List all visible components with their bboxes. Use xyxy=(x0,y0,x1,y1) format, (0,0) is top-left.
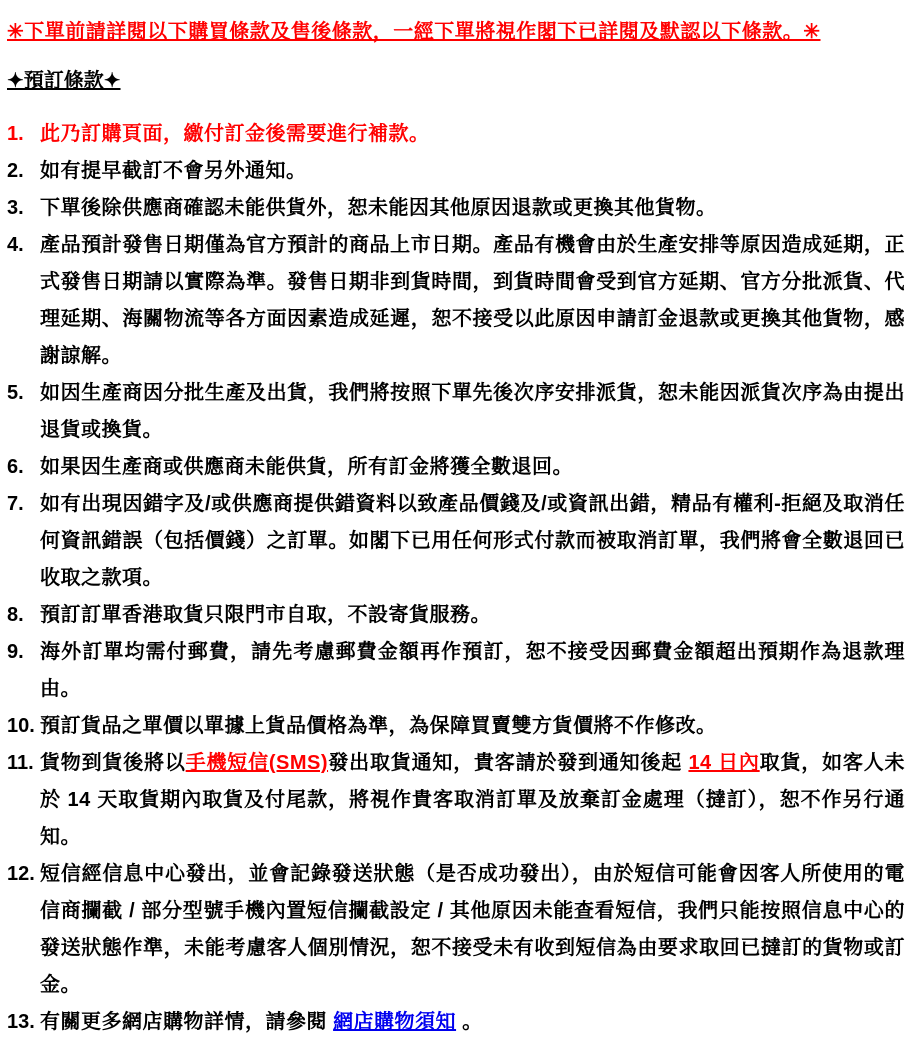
term-text-segment: 貨物到貨後將以 xyxy=(40,752,186,774)
term-number: 8. xyxy=(7,604,24,626)
term-number: 12. xyxy=(7,863,35,885)
term-item-1 xyxy=(7,116,905,153)
term-text-segment: 取貨，如客人未於 14 天取貨期內取貨及付尾款，將視作貴客取消訂單及放棄訂金處理（撻訂），恕不作另行通知。 xyxy=(40,752,906,848)
term-item-3 xyxy=(7,190,905,227)
shop-guide-link[interactable]: 網店購物須知 xyxy=(333,1011,457,1033)
term-text: 此乃訂購頁面，繳付訂金後需要進行補款。 xyxy=(40,123,430,145)
term-text: 產品預計發售日期僅為官方預計的商品上市日期。產品有機會由於生產安排等原因造成延期，正式發售日期請以實際為準。發售日期非到貨時間，到貨時間會受到官方延期、官方分批派貨、代理延期、海關物流等各方面因素造成延遲，恕不接受以此原因申請訂金退款或更換其他貨物，感謝諒解。 xyxy=(40,234,905,367)
sms-notice-highlight: 手機短信(SMS) xyxy=(185,752,329,774)
term-text: 如有出現因錯字及/或供應商提供錯資料以致產品價錢及/或資訊出錯，精品有權利-拒絕及取消任何資訊錯誤（包括價錢）之訂單。如閣下已用任何形式付款而被取消訂單，我們將會全數退回已收取之款項。 xyxy=(40,493,905,589)
term-number: 7. xyxy=(7,493,24,515)
term-item-9 xyxy=(7,634,905,708)
term-number: 10. xyxy=(7,715,35,737)
term-text: 短信經信息中心發出，並會記錄發送狀態（是否成功發出），由於短信可能會因客人所使用的電信商攔截 / 部分型號手機內置短信攔截設定 / 其他原因未能查看短信，我們只能按照信息中心的發送狀態作準，未能考慮客人個別情況，恕不接受未有收到短信為由要求取回已撻訂的貨物或訂金。 xyxy=(40,863,905,996)
term-item-2 xyxy=(7,153,905,190)
term-text: 預訂貨品之單價以單據上貨品價格為準，為保障買賣雙方貨價將不作修改。 xyxy=(40,715,717,737)
term-number: 2. xyxy=(7,160,24,182)
term-item-7 xyxy=(7,486,905,597)
term-item-4 xyxy=(7,227,905,375)
term-text xyxy=(40,745,905,856)
term-item-12 xyxy=(7,856,905,1004)
term-text: 如果因生產商或供應商未能供貨，所有訂金將獲全數退回。 xyxy=(40,456,573,478)
term-item-10 xyxy=(7,708,905,745)
term-item-6 xyxy=(7,449,905,486)
term-number: 1. xyxy=(7,123,24,145)
term-text-segment: 有關更多網店購物詳情，請參閱 xyxy=(40,1011,334,1033)
term-text: 預訂訂單香港取貨只限門市自取，不設寄貨服務。 xyxy=(40,604,491,626)
term-number: 5. xyxy=(7,382,24,404)
term-number: 9. xyxy=(7,641,24,663)
terms-list xyxy=(7,116,905,1041)
term-item-8 xyxy=(7,597,905,634)
term-text-segment: 。 xyxy=(456,1011,483,1033)
section-title-preorder-terms: ✦預訂條款✦ xyxy=(7,70,121,92)
term-text: 如有提早截訂不會另外通知。 xyxy=(40,160,307,182)
term-number: 4. xyxy=(7,234,24,256)
term-number: 6. xyxy=(7,456,24,478)
term-text: 下單後除供應商確認未能供貨外，恕未能因其他原因退款或更換其他貨物。 xyxy=(40,197,717,219)
term-number: 13. xyxy=(7,1011,35,1033)
term-number: 3. xyxy=(7,197,24,219)
term-item-5 xyxy=(7,375,905,449)
term-text: 如因生產商因分批生產及出貨，我們將按照下單先後次序安排派貨，恕未能因派貨次序為由提出退貨或換貨。 xyxy=(40,382,905,441)
pickup-deadline-highlight: 14 日內 xyxy=(688,752,760,774)
term-text-segment: 發出取貨通知，貴客請於發到通知後起 xyxy=(328,752,689,774)
term-item-13 xyxy=(7,1004,905,1041)
purchase-notice-banner: ✳下單前請詳閱以下購買條款及售後條款，一經下單將視作閣下已詳閱及默認以下條款。✳ xyxy=(7,21,821,43)
term-item-11 xyxy=(7,745,905,856)
term-text xyxy=(40,1004,905,1041)
term-text: 海外訂單均需付郵費，請先考慮郵費金額再作預訂，恕不接受因郵費金額超出預期作為退款理由。 xyxy=(40,641,905,700)
term-number: 11. xyxy=(7,752,34,774)
